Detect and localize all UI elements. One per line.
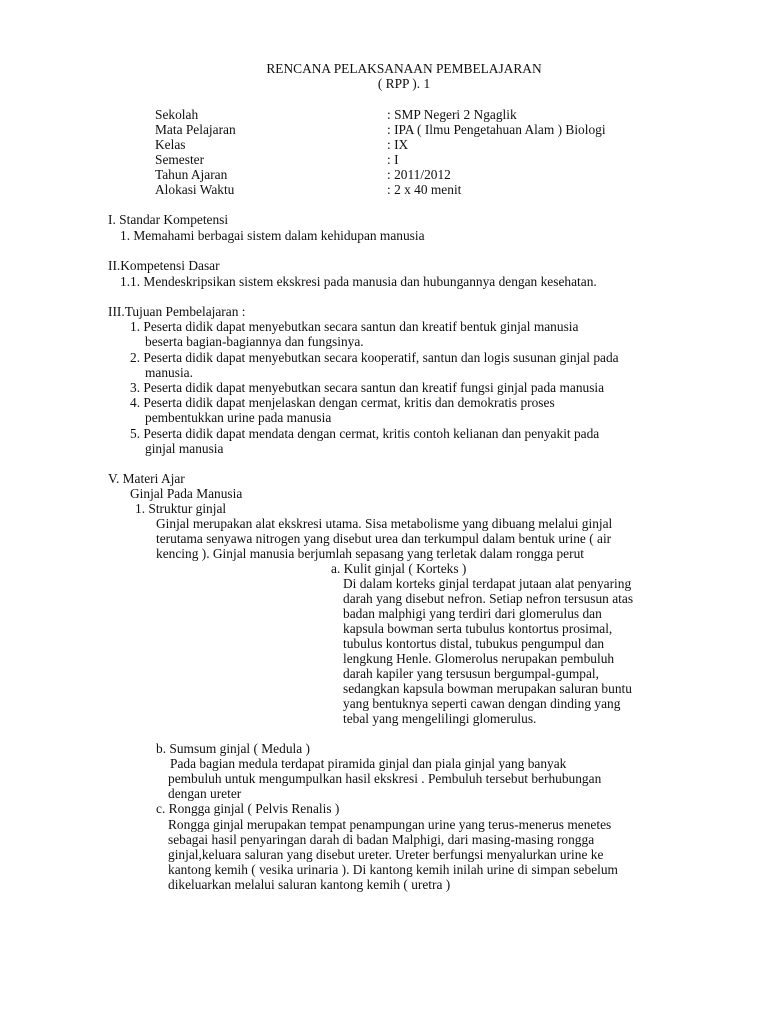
paragraph-line: yang bentuknya seperti cawan dengan dinding yang xyxy=(343,696,621,711)
section-heading: I. Standar Kompetensi xyxy=(108,212,229,227)
identity-label: Tahun Ajaran xyxy=(155,167,228,182)
subsection-heading: Ginjal Pada Manusia xyxy=(130,486,243,501)
paragraph-line: terutama senyawa nitrogen yang disebut urea dan terkumpul dalam bentuk urine ( air xyxy=(156,531,612,546)
list-item: beserta bagian-bagiannya dan fungsinya. xyxy=(145,334,364,349)
list-item: 3. Peserta didik dapat menyebutkan secara santun dan kreatif fungsi ginjal pada manusia xyxy=(130,380,605,395)
subsection-heading: b. Sumsum ginjal ( Medula ) xyxy=(156,741,310,756)
list-item: 1. Memahami berbagai sistem dalam kehidupan manusia xyxy=(120,228,425,243)
section-heading: II.Kompetensi Dasar xyxy=(108,258,220,273)
identity-value: : I xyxy=(387,152,399,167)
paragraph-line: lengkung Henle. Glomerolus nerupakan pembuluh xyxy=(343,651,615,666)
list-item: 1.1. Mendeskripsikan sistem ekskresi pada manusia dan hubungannya dengan kesehatan. xyxy=(120,274,597,289)
paragraph-line: dengan ureter xyxy=(168,786,242,801)
paragraph-line: ginjal,keluara saluran yang disebut ureter. Ureter berfungsi menyalurkan urine ke xyxy=(168,847,604,862)
paragraph-line: kantong kemih ( vesika urinaria ). Di kantong kemih inilah urine di simpan sebelum xyxy=(168,862,618,877)
paragraph-line: kencing ). Ginjal manusia berjumlah sepasang yang terletak dalam rongga perut xyxy=(156,546,584,561)
identity-value: : 2011/2012 xyxy=(387,167,451,182)
list-item: 1. Peserta didik dapat menyebutkan secara santun dan kreatif bentuk ginjal manusia xyxy=(130,319,579,334)
paragraph-line: tubulus kontortus distal, tubukus pengumpul dan xyxy=(343,636,605,651)
paragraph-line: tebal yang mengelilingi glomerulus. xyxy=(343,711,537,726)
identity-label: Kelas xyxy=(155,137,186,152)
paragraph-line: Ginjal merupakan alat ekskresi utama. Sisa metabolisme yang dibuang melalui ginjal xyxy=(156,516,613,531)
paragraph-line: sebagai hasil penyaringan darah di badan Malphigi, dari masing-masing rongga xyxy=(168,832,595,847)
paragraph-line: kapsula bowman serta tubulus kontortus prosimal, xyxy=(343,621,613,636)
subsection-heading: 1. Struktur ginjal xyxy=(135,501,227,516)
list-item: 4. Peserta didik dapat menjelaskan dengan cermat, kritis dan demokratis proses xyxy=(130,395,555,410)
list-item: manusia. xyxy=(145,365,193,380)
paragraph-line: dikeluarkan melalui saluran kantong kemih ( uretra ) xyxy=(168,877,451,892)
paragraph-line: Pada bagian medula terdapat piramida ginjal dan piala ginjal yang banyak xyxy=(170,756,567,771)
identity-value: : 2 x 40 menit xyxy=(387,182,462,197)
identity-value: : IPA ( Ilmu Pengetahuan Alam ) Biologi xyxy=(387,122,606,137)
document-subtitle: ( RPP ). 1 xyxy=(377,76,431,91)
list-item: pembentukkan urine pada manusia xyxy=(145,410,332,425)
identity-label: Sekolah xyxy=(155,107,199,122)
identity-value: : SMP Negeri 2 Ngaglik xyxy=(387,107,517,122)
paragraph-line: darah kapiler yang tersusun bergumpal-gumpal, xyxy=(343,666,599,681)
identity-label: Semester xyxy=(155,152,205,167)
list-item: ginjal manusia xyxy=(145,441,224,456)
section-heading: III.Tujuan Pembelajaran : xyxy=(108,304,246,319)
paragraph-line: Rongga ginjal merupakan tempat penampungan urine yang terus-menerus menetes xyxy=(168,817,612,832)
paragraph-line: sedangkan kapsula bowman merupakan saluran buntu xyxy=(343,681,632,696)
paragraph-line: badan malphigi yang terdiri dari glomerulus dan xyxy=(343,606,602,621)
identity-label: Mata Pelajaran xyxy=(155,122,236,137)
document-title: RENCANA PELAKSANAAN PEMBELAJARAN xyxy=(266,61,542,76)
paragraph-line: Di dalam korteks ginjal terdapat jutaan alat penyaring xyxy=(343,576,632,591)
paragraph-line: darah yang disebut nefron. Setiap nefron tersusun atas xyxy=(343,591,634,606)
section-heading: V. Materi Ajar xyxy=(108,471,185,486)
subsection-heading: c. Rongga ginjal ( Pelvis Renalis ) xyxy=(156,801,340,816)
identity-label: Alokasi Waktu xyxy=(155,182,235,197)
list-item: 5. Peserta didik dapat mendata dengan cermat, kritis contoh kelianan dan penyakit pada xyxy=(130,426,600,441)
subsection-heading: a. Kulit ginjal ( Korteks ) xyxy=(331,561,467,576)
paragraph-line: pembuluh untuk mengumpulkan hasil ekskresi . Pembuluh tersebut berhubungan xyxy=(168,771,602,786)
list-item: 2. Peserta didik dapat menyebutkan secara kooperatif, santun dan logis susunan ginjal pada xyxy=(130,350,619,365)
identity-value: : IX xyxy=(387,137,409,152)
